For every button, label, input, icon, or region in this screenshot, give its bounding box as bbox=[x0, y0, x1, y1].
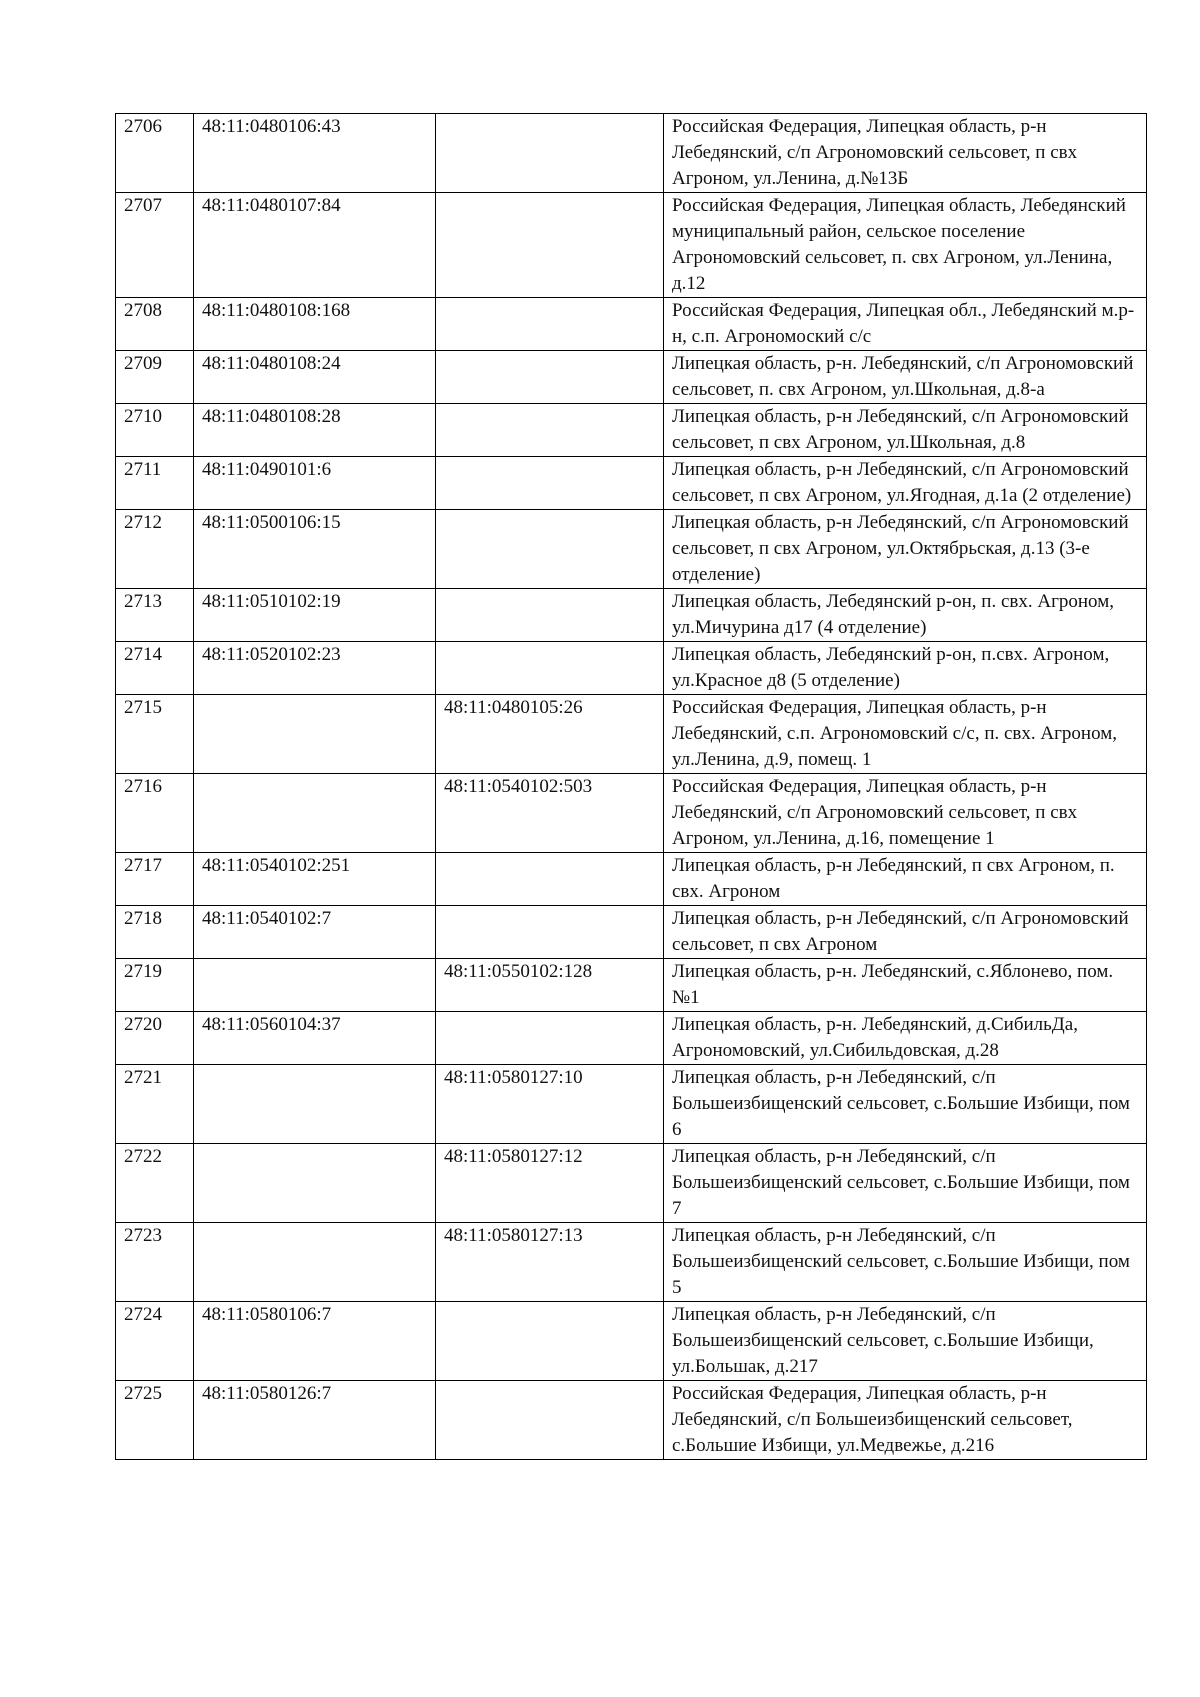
table-row bbox=[116, 959, 1147, 1012]
parent-cadastral-number bbox=[436, 1302, 664, 1381]
parent-cadastral-number bbox=[436, 193, 664, 298]
address: Липецкая область, р-н Лебедянский, с/п Агрономовский сельсовет, п свх Агроном bbox=[664, 906, 1147, 959]
table-row bbox=[116, 351, 1147, 404]
address: Российская Федерация, Липецкая область, Лебедянский муниципальный район, сельское поселение Агрономовский сельсовет, п. свх Агроном, ул.Ленина, д.12 bbox=[664, 193, 1147, 298]
row-number: 2713 bbox=[116, 589, 194, 642]
parent-cadastral-number bbox=[436, 1381, 664, 1460]
address: Липецкая область, р-н Лебедянский, с/п Большеизбищенский сельсовет, с.Большие Избищи, ул.Большак, д.217 bbox=[664, 1302, 1147, 1381]
table-row bbox=[116, 853, 1147, 906]
address: Липецкая область, р-н. Лебедянский, с/п Агрономовский сельсовет, п. свх Агроном, ул.Школьная, д.8-а bbox=[664, 351, 1147, 404]
parent-cadastral-number bbox=[436, 510, 664, 589]
row-number: 2725 bbox=[116, 1381, 194, 1460]
table-row bbox=[116, 642, 1147, 695]
table-row bbox=[116, 1144, 1147, 1223]
row-number: 2711 bbox=[116, 457, 194, 510]
row-number: 2718 bbox=[116, 906, 194, 959]
table-row bbox=[116, 589, 1147, 642]
address: Российская Федерация, Липецкая область, р-н Лебедянский, с/п Агрономовский сельсовет, п свх Агроном, ул.Ленина, д.№13Б bbox=[664, 114, 1147, 193]
row-number: 2724 bbox=[116, 1302, 194, 1381]
cadastral-number bbox=[194, 1065, 436, 1144]
property-registry-table bbox=[115, 113, 1147, 1460]
cadastral-number bbox=[194, 959, 436, 1012]
cadastral-number: 48:11:0480107:84 bbox=[194, 193, 436, 298]
cadastral-number: 48:11:0480108:24 bbox=[194, 351, 436, 404]
address: Российская Федерация, Липецкая область, р-н Лебедянский, с.п. Агрономовский с/с, п. свх. Агроном, ул.Ленина, д.9, помещ. 1 bbox=[664, 695, 1147, 774]
parent-cadastral-number bbox=[436, 853, 664, 906]
registry-table-body bbox=[116, 114, 1147, 1460]
cadastral-number: 48:11:0480108:28 bbox=[194, 404, 436, 457]
row-number: 2709 bbox=[116, 351, 194, 404]
address: Российская Федерация, Липецкая область, р-н Лебедянский, с/п Большеизбищенский сельсовет, с.Большие Избищи, ул.Медвежье, д.216 bbox=[664, 1381, 1147, 1460]
table-row bbox=[116, 1302, 1147, 1381]
cadastral-number: 48:11:0490101:6 bbox=[194, 457, 436, 510]
row-number: 2717 bbox=[116, 853, 194, 906]
row-number: 2710 bbox=[116, 404, 194, 457]
parent-cadastral-number: 48:11:0550102:128 bbox=[436, 959, 664, 1012]
row-number: 2723 bbox=[116, 1223, 194, 1302]
address: Липецкая область, р-н Лебедянский, с/п Агрономовский сельсовет, п свх Агроном, ул.Ягодная, д.1а (2 отделение) bbox=[664, 457, 1147, 510]
address: Липецкая область, р-н Лебедянский, с/п Большеизбищенский сельсовет, с.Большие Избищи, пом 7 bbox=[664, 1144, 1147, 1223]
table-row bbox=[116, 193, 1147, 298]
table-row bbox=[116, 404, 1147, 457]
parent-cadastral-number bbox=[436, 906, 664, 959]
cadastral-number: 48:11:0520102:23 bbox=[194, 642, 436, 695]
parent-cadastral-number bbox=[436, 589, 664, 642]
parent-cadastral-number: 48:11:0580127:13 bbox=[436, 1223, 664, 1302]
row-number: 2706 bbox=[116, 114, 194, 193]
row-number: 2707 bbox=[116, 193, 194, 298]
cadastral-number bbox=[194, 1144, 436, 1223]
address: Липецкая область, р-н Лебедянский, с/п Агрономовский сельсовет, п свх Агроном, ул.Школьная, д.8 bbox=[664, 404, 1147, 457]
table-row bbox=[116, 457, 1147, 510]
table-row bbox=[116, 114, 1147, 193]
parent-cadastral-number: 48:11:0580127:10 bbox=[436, 1065, 664, 1144]
address: Липецкая область, р-н. Лебедянский, д.СибильДа, Агрономовский, ул.Сибильдовская, д.28 bbox=[664, 1012, 1147, 1065]
table-row bbox=[116, 774, 1147, 853]
cadastral-number bbox=[194, 774, 436, 853]
address: Липецкая область, р-н Лебедянский, п свх Агроном, п. свх. Агроном bbox=[664, 853, 1147, 906]
address: Липецкая область, Лебедянский р-он, п.свх. Агроном, ул.Красное д8 (5 отделение) bbox=[664, 642, 1147, 695]
table-row bbox=[116, 1223, 1147, 1302]
address: Российская Федерация, Липецкая обл., Лебедянский м.р-н, с.п. Агрономоский с/с bbox=[664, 298, 1147, 351]
parent-cadastral-number bbox=[436, 114, 664, 193]
parent-cadastral-number bbox=[436, 642, 664, 695]
parent-cadastral-number bbox=[436, 457, 664, 510]
row-number: 2716 bbox=[116, 774, 194, 853]
cadastral-number: 48:11:0540102:251 bbox=[194, 853, 436, 906]
row-number: 2712 bbox=[116, 510, 194, 589]
table-row bbox=[116, 695, 1147, 774]
cadastral-number bbox=[194, 1223, 436, 1302]
table-row bbox=[116, 1381, 1147, 1460]
table-row bbox=[116, 1065, 1147, 1144]
address: Липецкая область, р-н Лебедянский, с/п Агрономовский сельсовет, п свх Агроном, ул.Октябрьская, д.13 (3-е отделение) bbox=[664, 510, 1147, 589]
cadastral-number: 48:11:0540102:7 bbox=[194, 906, 436, 959]
row-number: 2708 bbox=[116, 298, 194, 351]
parent-cadastral-number bbox=[436, 298, 664, 351]
cadastral-number: 48:11:0480106:43 bbox=[194, 114, 436, 193]
row-number: 2720 bbox=[116, 1012, 194, 1065]
row-number: 2715 bbox=[116, 695, 194, 774]
row-number: 2714 bbox=[116, 642, 194, 695]
address: Липецкая область, р-н Лебедянский, с/п Большеизбищенский сельсовет, с.Большие Избищи, пом 5 bbox=[664, 1223, 1147, 1302]
parent-cadastral-number bbox=[436, 404, 664, 457]
cadastral-number: 48:11:0580106:7 bbox=[194, 1302, 436, 1381]
table-row bbox=[116, 906, 1147, 959]
cadastral-number bbox=[194, 695, 436, 774]
address: Липецкая область, Лебедянский р-он, п. свх. Агроном, ул.Мичурина д17 (4 отделение) bbox=[664, 589, 1147, 642]
row-number: 2722 bbox=[116, 1144, 194, 1223]
cadastral-number: 48:11:0500106:15 bbox=[194, 510, 436, 589]
table-row bbox=[116, 510, 1147, 589]
parent-cadastral-number: 48:11:0580127:12 bbox=[436, 1144, 664, 1223]
row-number: 2721 bbox=[116, 1065, 194, 1144]
address: Липецкая область, р-н. Лебедянский, с.Яблонево, пом. №1 bbox=[664, 959, 1147, 1012]
cadastral-number: 48:11:0510102:19 bbox=[194, 589, 436, 642]
parent-cadastral-number: 48:11:0540102:503 bbox=[436, 774, 664, 853]
table-row bbox=[116, 298, 1147, 351]
parent-cadastral-number bbox=[436, 1012, 664, 1065]
parent-cadastral-number: 48:11:0480105:26 bbox=[436, 695, 664, 774]
address: Российская Федерация, Липецкая область, р-н Лебедянский, с/п Агрономовский сельсовет, п свх Агроном, ул.Ленина, д.16, помещение 1 bbox=[664, 774, 1147, 853]
parent-cadastral-number bbox=[436, 351, 664, 404]
address: Липецкая область, р-н Лебедянский, с/п Большеизбищенский сельсовет, с.Большие Избищи, пом 6 bbox=[664, 1065, 1147, 1144]
row-number: 2719 bbox=[116, 959, 194, 1012]
cadastral-number: 48:11:0480108:168 bbox=[194, 298, 436, 351]
cadastral-number: 48:11:0560104:37 bbox=[194, 1012, 436, 1065]
cadastral-number: 48:11:0580126:7 bbox=[194, 1381, 436, 1460]
table-row bbox=[116, 1012, 1147, 1065]
